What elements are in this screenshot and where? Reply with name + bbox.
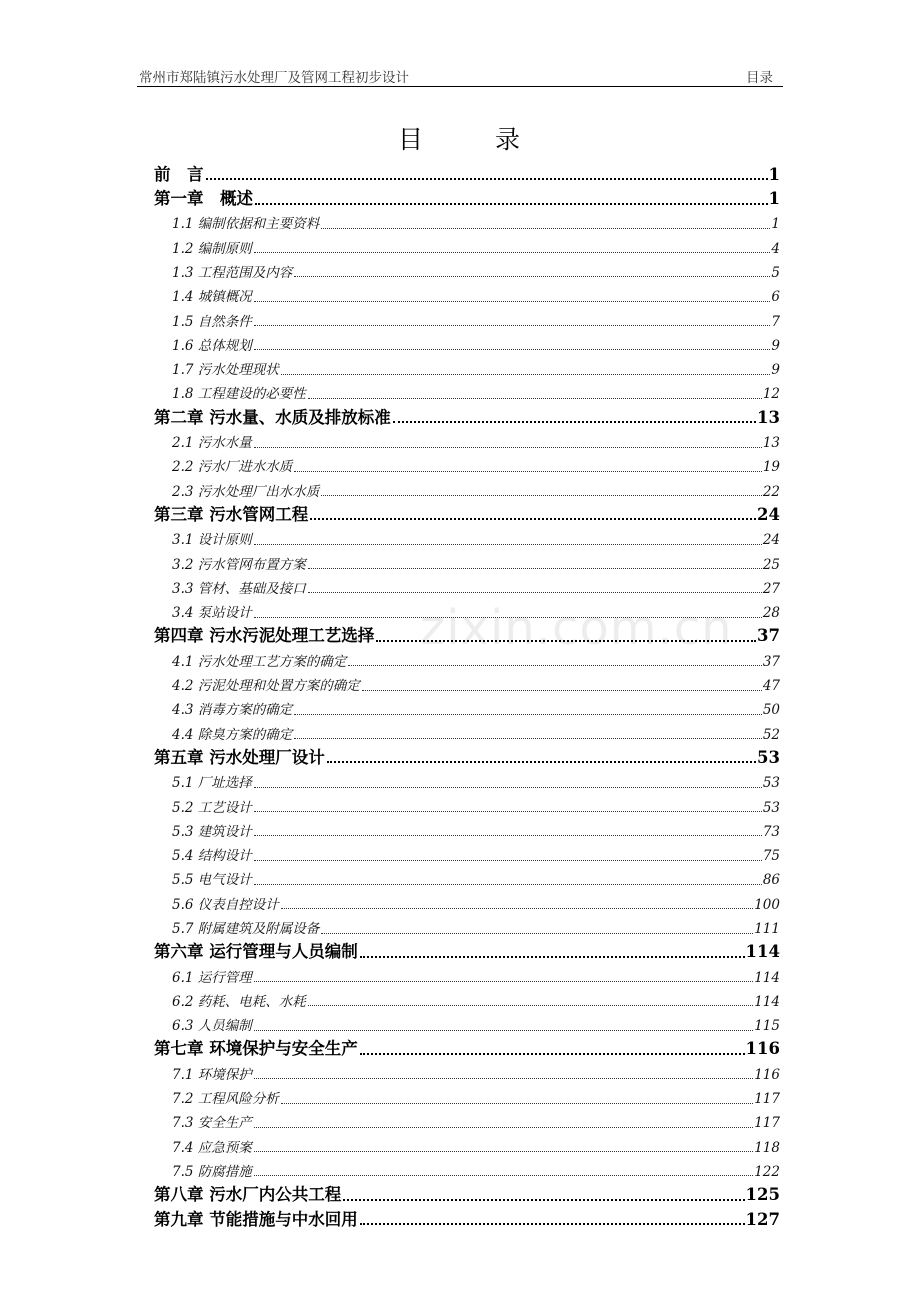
toc-entry-label: 2.2 污水厂进水水质 <box>172 459 293 476</box>
dot-leader <box>254 1078 753 1079</box>
toc-heading-char-1: 目 <box>397 125 425 154</box>
toc-entry-page-number: 117 <box>754 1115 780 1132</box>
toc-entry-page-number: 125 <box>745 1185 780 1205</box>
toc-section-entry[interactable] <box>154 696 780 720</box>
toc-entry-page-number: 114 <box>754 993 780 1010</box>
toc-entry-label: 5.7 附属建筑及附属设备 <box>172 921 320 937</box>
toc-entry-page-number: 53 <box>757 747 780 767</box>
toc-entry-label: 第七章 环境保护与安全生产 <box>154 1039 358 1059</box>
dot-leader <box>254 544 762 545</box>
dot-leader <box>254 1127 753 1128</box>
dot-leader <box>254 860 762 861</box>
toc-entry-label: 1.8 工程建设的必要性 <box>172 386 306 403</box>
dot-leader <box>254 325 771 326</box>
dot-leader <box>254 1030 753 1031</box>
dot-leader <box>360 1223 745 1225</box>
toc-section-entry[interactable] <box>154 1084 780 1108</box>
dot-leader <box>254 1151 753 1152</box>
toc-entry-label: 7.3 安全生产 <box>172 1115 252 1132</box>
toc-section-entry[interactable] <box>154 477 780 501</box>
watermark: zixin.com.cn <box>420 600 733 656</box>
dot-leader <box>281 908 753 909</box>
toc-section-entry[interactable] <box>154 307 780 331</box>
toc-entry-page-number: 1 <box>771 216 780 233</box>
toc-chapter-entry[interactable] <box>154 1206 780 1230</box>
toc-entry-page-number: 24 <box>762 532 780 549</box>
dot-leader <box>294 738 762 739</box>
toc-entry-page-number: 117 <box>754 1091 780 1108</box>
dot-leader <box>308 398 762 399</box>
toc-entry-page-number: 28 <box>762 605 780 622</box>
toc-entry-page-number: 53 <box>762 799 780 816</box>
dot-leader <box>254 447 762 448</box>
toc-chapter-entry[interactable] <box>154 501 780 525</box>
dot-leader <box>254 811 762 812</box>
toc-entry-page-number: 5 <box>771 264 780 281</box>
toc-chapter-entry[interactable] <box>154 744 780 768</box>
toc-entry-label: 第九章 节能措施与中水回用 <box>154 1209 358 1229</box>
page-header <box>137 66 783 87</box>
toc-section-entry[interactable] <box>154 282 780 306</box>
toc-section-entry[interactable] <box>154 866 780 890</box>
toc-section-entry[interactable] <box>154 1060 780 1084</box>
toc-entry-label: 2.1 污水水量 <box>172 435 252 452</box>
toc-entry-label: 1.6 总体规划 <box>172 337 252 354</box>
toc-entry-label: 7.4 应急预案 <box>172 1139 252 1156</box>
dot-leader <box>254 349 771 350</box>
toc-section-entry[interactable] <box>154 987 780 1011</box>
dot-leader <box>281 1103 753 1104</box>
toc-entry-page-number: 12 <box>762 386 780 403</box>
toc-chapter-entry[interactable] <box>154 623 780 647</box>
toc-entry-label: 1.3 工程范围及内容 <box>172 264 293 281</box>
dot-leader <box>254 301 771 302</box>
toc-entry-label: 5.4 结构设计 <box>172 848 252 865</box>
toc-entry-label: 7.1 环境保护 <box>172 1066 252 1083</box>
toc-entry-label: 第四章 污水污泥处理工艺选择 <box>154 626 375 646</box>
toc-section-entry[interactable] <box>154 890 780 914</box>
toc-entry-page-number: 116 <box>754 1066 780 1083</box>
dot-leader <box>360 1053 745 1055</box>
toc-entry-page-number: 19 <box>762 459 780 476</box>
table-of-contents <box>154 161 780 1230</box>
toc-entry-page-number: 9 <box>771 362 780 379</box>
toc-entry-page-number: 25 <box>762 556 780 573</box>
toc-entry-page-number: 73 <box>762 823 780 840</box>
toc-entry-label: 5.6 仪表自控设计 <box>172 896 279 913</box>
toc-entry-page-number: 22 <box>762 483 780 500</box>
toc-entry-page-number: 100 <box>754 896 780 913</box>
toc-entry-page-number: 118 <box>754 1139 780 1156</box>
toc-entry-label: 1.2 编制原则 <box>172 240 252 257</box>
dot-leader <box>308 568 762 569</box>
toc-entry-label: 第一章 概述 <box>154 189 253 209</box>
toc-chapter-entry[interactable] <box>154 1036 780 1060</box>
toc-section-entry[interactable] <box>154 1109 780 1133</box>
dot-leader <box>343 1199 744 1201</box>
dot-leader <box>393 421 756 423</box>
toc-section-entry[interactable] <box>154 817 780 841</box>
toc-entry-page-number: 1 <box>768 189 780 209</box>
dot-leader <box>294 471 762 472</box>
toc-entry-label: 第六章 运行管理与人员编制 <box>154 942 358 962</box>
dot-leader <box>294 276 770 277</box>
dot-leader <box>327 761 756 763</box>
toc-chapter-entry[interactable] <box>154 185 780 209</box>
toc-heading-char-2: 录 <box>495 125 523 154</box>
toc-section-entry[interactable] <box>154 574 780 598</box>
toc-section-entry[interactable] <box>154 914 780 938</box>
toc-section-entry[interactable] <box>154 671 780 695</box>
toc-entry-label: 第三章 污水管网工程 <box>154 504 309 524</box>
toc-chapter-entry[interactable] <box>154 161 780 185</box>
toc-entry-label: 第五章 污水处理厂设计 <box>154 747 325 767</box>
toc-entry-label: 7.2 工程风险分析 <box>172 1091 279 1108</box>
toc-chapter-entry[interactable] <box>154 1181 780 1205</box>
toc-heading <box>0 120 920 156</box>
dot-leader <box>254 617 762 618</box>
toc-entry-label: 5.1 厂址选择 <box>172 775 252 792</box>
toc-entry-page-number: 114 <box>745 942 780 962</box>
toc-section-entry[interactable] <box>154 841 780 865</box>
toc-entry-page-number: 116 <box>745 1039 780 1059</box>
dot-leader <box>321 495 762 496</box>
dot-leader <box>321 933 753 934</box>
dot-leader <box>254 981 753 982</box>
toc-entry-page-number: 6 <box>771 289 780 306</box>
dot-leader <box>254 884 762 885</box>
toc-section-entry[interactable] <box>154 768 780 792</box>
toc-entry-page-number: 24 <box>757 504 780 524</box>
toc-entry-page-number: 114 <box>754 969 780 986</box>
dot-leader <box>254 252 771 253</box>
dot-leader <box>362 690 762 691</box>
toc-section-entry[interactable] <box>154 598 780 622</box>
document-title: 常州市郑陆镇污水处理厂及管网工程初步设计 <box>139 70 409 86</box>
toc-section-entry[interactable] <box>154 331 780 355</box>
toc-section-entry[interactable] <box>154 1133 780 1157</box>
toc-entry-label: 2.3 污水处理厂出水水质 <box>172 483 320 500</box>
toc-section-entry[interactable] <box>154 380 780 404</box>
toc-entry-label: 1.1 编制依据和主要资料 <box>172 216 320 233</box>
toc-entry-label: 4.2 污泥处理和处置方案的确定 <box>172 678 360 695</box>
dot-leader <box>310 518 756 520</box>
toc-section-entry[interactable] <box>154 258 780 282</box>
toc-section-entry[interactable] <box>154 1011 780 1035</box>
toc-entry-page-number: 86 <box>762 872 780 889</box>
toc-section-entry[interactable] <box>154 1157 780 1181</box>
toc-entry-page-number: 9 <box>771 337 780 354</box>
dot-leader <box>254 835 762 836</box>
toc-entry-label: 1.4 城镇概况 <box>172 289 252 306</box>
toc-entry-page-number: 4 <box>771 240 780 257</box>
toc-entry-label: 前 言 <box>154 164 204 184</box>
toc-entry-label: 3.4 泵站设计 <box>172 605 252 622</box>
toc-entry-page-number: 37 <box>757 626 780 646</box>
toc-entry-page-number: 7 <box>771 313 780 330</box>
toc-entry-label: 5.2 工艺设计 <box>172 799 252 816</box>
header-section-name: 目录 <box>746 70 773 86</box>
toc-entry-label: 5.3 建筑设计 <box>172 823 252 840</box>
toc-entry-page-number: 1 <box>768 164 780 184</box>
toc-entry-label: 第二章 污水量、水质及排放标准 <box>154 407 391 427</box>
toc-entry-label: 5.5 电气设计 <box>172 872 252 889</box>
toc-entry-label: 6.1 运行管理 <box>172 969 252 986</box>
toc-section-entry[interactable] <box>154 428 780 452</box>
toc-entry-label: 1.5 自然条件 <box>172 313 252 330</box>
toc-entry-page-number: 127 <box>745 1209 780 1229</box>
toc-section-entry[interactable] <box>154 453 780 477</box>
dot-leader <box>348 665 762 666</box>
toc-section-entry[interactable] <box>154 550 780 574</box>
dot-leader <box>376 640 756 642</box>
toc-section-entry[interactable] <box>154 525 780 549</box>
dot-leader <box>254 1175 753 1176</box>
toc-entry-page-number: 37 <box>762 653 780 670</box>
toc-entry-label: 7.5 防腐措施 <box>172 1163 252 1180</box>
toc-entry-page-number: 50 <box>762 702 780 719</box>
toc-entry-label: 4.3 消毒方案的确定 <box>172 702 293 719</box>
toc-section-entry[interactable] <box>154 720 780 744</box>
toc-entry-label: 第八章 污水厂内公共工程 <box>154 1185 342 1205</box>
dot-leader <box>294 714 762 715</box>
toc-entry-page-number: 53 <box>762 775 780 792</box>
toc-entry-page-number: 13 <box>757 407 780 427</box>
toc-entry-page-number: 13 <box>762 435 780 452</box>
toc-entry-page-number: 27 <box>762 580 780 597</box>
toc-section-entry[interactable] <box>154 793 780 817</box>
toc-entry-label: 3.3 管材、基础及接口 <box>172 580 306 597</box>
toc-entry-label: 1.7 污水处理现状 <box>172 362 279 379</box>
toc-section-entry[interactable] <box>154 234 780 258</box>
dot-leader <box>281 374 771 375</box>
toc-entry-page-number: 111 <box>754 921 780 937</box>
toc-section-entry[interactable] <box>154 963 780 987</box>
dot-leader <box>321 228 770 229</box>
dot-leader <box>308 592 762 593</box>
toc-section-entry[interactable] <box>154 355 780 379</box>
toc-entry-label: 6.2 药耗、电耗、水耗 <box>172 993 306 1010</box>
dot-leader <box>254 787 762 788</box>
toc-section-entry[interactable] <box>154 210 780 234</box>
dot-leader <box>206 178 768 180</box>
toc-chapter-entry[interactable] <box>154 404 780 428</box>
dot-leader <box>255 203 768 205</box>
toc-chapter-entry[interactable] <box>154 939 780 963</box>
toc-entry-page-number: 47 <box>762 678 780 695</box>
toc-entry-page-number: 115 <box>754 1018 780 1035</box>
toc-entry-page-number: 122 <box>754 1163 780 1180</box>
toc-entry-label: 4.1 污水处理工艺方案的确定 <box>172 653 347 670</box>
toc-entry-label: 3.2 污水管网布置方案 <box>172 556 306 573</box>
toc-entry-page-number: 75 <box>762 848 780 865</box>
dot-leader <box>360 956 745 958</box>
dot-leader <box>308 1005 753 1006</box>
toc-section-entry[interactable] <box>154 647 780 671</box>
toc-entry-label: 3.1 设计原则 <box>172 532 252 549</box>
toc-entry-label: 6.3 人员编制 <box>172 1018 252 1035</box>
toc-entry-label: 4.4 除臭方案的确定 <box>172 726 293 743</box>
toc-entry-page-number: 52 <box>762 726 780 743</box>
